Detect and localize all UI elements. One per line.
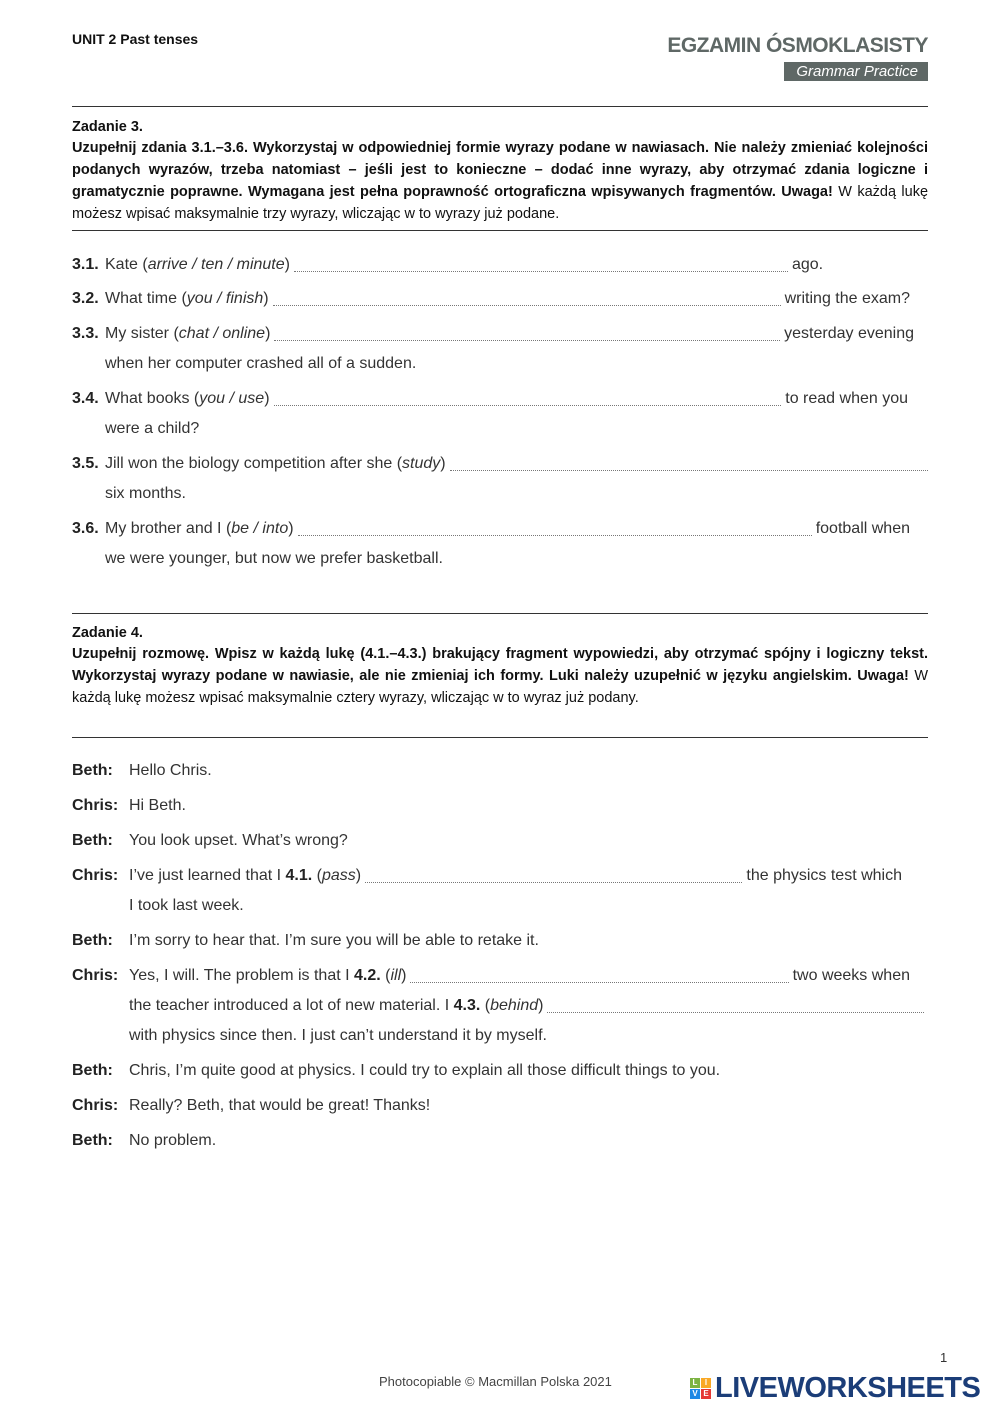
utterance: No problem.: [129, 1132, 217, 1149]
utterance: I’ve just learned that I: [129, 867, 286, 884]
item-suffix: ago.: [791, 256, 824, 273]
item-text: My sister (: [105, 325, 179, 342]
exercise-item: [72, 390, 928, 414]
speaker: Chris:: [72, 867, 119, 884]
item-continuation: we were younger, but now we prefer basketball.: [105, 550, 443, 567]
answer-input-4-3[interactable]: [547, 998, 924, 1013]
exercise-item: [72, 455, 928, 479]
speaker: Beth:: [72, 932, 113, 949]
dialogue-line: [72, 1062, 928, 1086]
answer-input-3-1[interactable]: [294, 257, 788, 272]
answer-input-3-4[interactable]: [274, 391, 782, 406]
gap-number: 4.2.: [354, 967, 381, 984]
item-hint: study: [402, 455, 441, 472]
dialogue-continuation: the teacher introduced a lot of new material. I 4.3. ( behind ): [129, 997, 928, 1021]
dialogue-continuation: I took last week.: [129, 897, 244, 914]
divider: [72, 613, 928, 614]
utterance: Yes, I will. The problem is that I: [129, 967, 354, 984]
divider: [72, 106, 928, 107]
unit-title: UNIT 2 Past tenses: [72, 31, 199, 47]
uwaga-label: Uwaga!: [781, 184, 833, 200]
speaker: Beth:: [72, 1132, 113, 1149]
item-hint: you / finish: [186, 290, 264, 307]
utterance: I’m sorry to hear that. I’m sure you will be able to retake it.: [129, 932, 539, 949]
exercise-item: [72, 256, 928, 280]
dialogue-line: [72, 797, 928, 821]
logo-letter: E: [701, 1389, 711, 1399]
utterance: the teacher introduced a lot of new material. I: [129, 997, 454, 1014]
logo-letter: V: [690, 1389, 700, 1399]
task4-instructions: [72, 623, 928, 709]
gap-number: 4.3.: [453, 997, 481, 1014]
item-number: 3.1.: [72, 256, 99, 273]
item-hint: arrive / ten / minute: [147, 256, 285, 273]
utterance: You look upset. What’s wrong?: [129, 832, 348, 849]
dialogue-line: Chris: I’ve just learned that I 4.1. ( pass ) the physics test which: [72, 867, 902, 884]
utterance: Hi Beth.: [129, 797, 186, 814]
answer-input-3-6[interactable]: [298, 521, 812, 536]
item-text: ): [263, 290, 269, 307]
speaker: Chris:: [72, 1097, 119, 1114]
item-suffix: yesterday evening: [784, 325, 914, 342]
utterance: Chris, I’m quite good at physics. I could try to explain all those difficult things to you.: [129, 1062, 721, 1079]
answer-input-3-5[interactable]: [450, 456, 928, 471]
divider: [72, 230, 928, 231]
task3-title: Zadanie 3.: [72, 119, 143, 135]
item-continuation: were a child?: [105, 420, 200, 437]
item-suffix: writing the exam?: [784, 290, 910, 307]
logo-letter: I: [701, 1378, 711, 1388]
item-text: ): [288, 520, 294, 537]
logo-letter: L: [690, 1378, 700, 1388]
task4-instruction: [72, 643, 928, 709]
page-number: 1: [940, 1350, 948, 1365]
dialogue-line: [72, 932, 928, 956]
exercise-item: [72, 325, 928, 349]
utterance-suffix: two weeks when: [792, 967, 910, 984]
item-hint: be / into: [231, 520, 289, 537]
item-text: ): [265, 325, 271, 342]
gap-hint: pass: [322, 867, 356, 884]
answer-input-3-3[interactable]: [274, 326, 780, 341]
item-continuation: when her computer crashed all of a sudden.: [105, 355, 417, 372]
dialogue-line: Chris: Yes, I will. The problem is that I 4.2. ( ill ) two weeks when: [72, 967, 910, 984]
answer-input-3-2[interactable]: [273, 291, 781, 306]
speaker: Chris:: [72, 967, 119, 984]
gap-hint: ill: [390, 967, 402, 984]
item-continuation: six months.: [105, 485, 186, 502]
item-hint: chat / online: [178, 325, 266, 342]
brand-title: EGZAMIN ÓSMOKLASISTY: [667, 34, 928, 57]
utterance: Hello Chris.: [129, 762, 212, 779]
item-hint: you / use: [199, 390, 265, 407]
item-text: What time (: [105, 290, 187, 307]
item-number: 3.5.: [72, 455, 99, 472]
dialogue-continuation: with physics since then. I just can’t understand it by myself.: [129, 1027, 547, 1044]
instruction-tail: W każdą lukę możesz wpisać maksymalnie trzy wyrazy, wliczając w to wyrazy już podane.: [72, 184, 929, 222]
task4-title: Zadanie 4.: [72, 625, 143, 641]
item-text: Kate (: [105, 256, 148, 273]
liveworksheets-watermark: [690, 1372, 980, 1405]
dialogue-line: [72, 1097, 928, 1121]
task3-instructions: [72, 117, 928, 225]
answer-input-4-2[interactable]: [410, 968, 788, 983]
liveworksheets-logo-icon: [690, 1378, 711, 1399]
item-number: 3.4.: [72, 390, 99, 407]
instruction-text: Uzupełnij zdania 3.1.–3.6. Wykorzystaj w odpowiedniej formie wyrazy podane w nawiasach. Nie należy zmieniać kolejności podanych wyrazów, trzeba natomiast – jeśli jest to konieczne – dodać inne wyrazy, aby otrzymać zdania logiczne i gramatycznie poprawne. Wymagana jest pełna poprawność ortograficzna wpisywanych fragmentów.: [72, 140, 928, 200]
item-suffix: football when: [815, 520, 910, 537]
item-text: My brother and I (: [105, 520, 232, 537]
gap-hint: behind: [490, 997, 539, 1014]
uwaga-label: Uwaga!: [857, 668, 909, 684]
liveworksheets-text: LIVEWORKSHEETS: [715, 1372, 981, 1404]
item-text: ): [284, 256, 290, 273]
item-number: 3.6.: [72, 520, 99, 537]
task3-instruction: [72, 137, 928, 225]
item-number: 3.2.: [72, 290, 99, 307]
dialogue-line: [72, 762, 928, 786]
divider: [72, 737, 928, 738]
brand-subtitle: Grammar Practice: [784, 62, 928, 81]
dialogue-line: [72, 1132, 928, 1156]
speaker: Beth:: [72, 832, 113, 849]
exercise-item: [72, 520, 928, 544]
answer-input-4-1[interactable]: [365, 868, 742, 883]
instruction-text: Uzupełnij rozmowę. Wpisz w każdą lukę (4.1.–4.3.) brakujący fragment wypowiedzi, aby otrzymać spójny i logiczny tekst. Wykorzystaj wyrazy podane w nawiasie, ale nie zmieniaj ich formy. Luki należy uzupełnić w języku angielskim.: [72, 646, 928, 684]
item-text: Jill won the biology competition after she (: [105, 455, 403, 472]
item-number: 3.3.: [72, 325, 99, 342]
copyright: Photocopiable © Macmillan Polska 2021: [379, 1374, 612, 1389]
exercise-item: [72, 290, 928, 314]
gap-number: 4.1.: [285, 867, 313, 884]
utterance: Really? Beth, that would be great! Thanks!: [129, 1097, 431, 1114]
utterance-suffix: the physics test which: [746, 867, 902, 884]
item-text: What books (: [105, 390, 200, 407]
brand-header: [667, 34, 928, 81]
dialogue-line: [72, 832, 928, 856]
speaker: Beth:: [72, 762, 113, 779]
item-text: ): [264, 390, 270, 407]
speaker: Chris:: [72, 797, 119, 814]
instruction-tail: W każdą lukę możesz wpisać maksymalnie cztery wyrazy, wliczając w to wyraz już podany.: [72, 668, 928, 706]
speaker: Beth:: [72, 1062, 113, 1079]
item-suffix: to read when you: [785, 390, 908, 407]
item-text: ): [440, 455, 446, 472]
